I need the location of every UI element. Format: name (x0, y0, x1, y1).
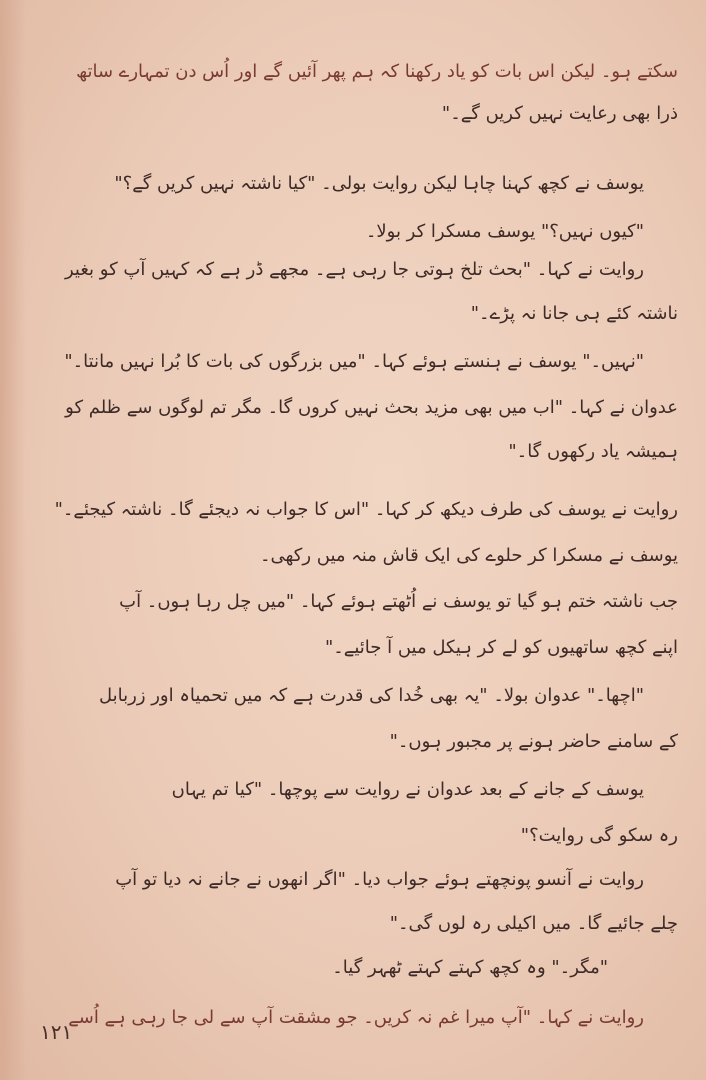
text-line: رہ سکو گی روایت؟" (520, 825, 678, 846)
text-line: "اچھا۔" عدوان بولا۔ "یہ بھی خُدا کی قدرت ہے کہ میں تحمیاہ اور زربابل (99, 685, 644, 706)
text-line: "کیوں نہیں؟" یوسف مسکرا کر بولا۔ (365, 221, 644, 242)
page-text (26, 52, 678, 1042)
page-edge-shadow (0, 0, 26, 1080)
text-line: یوسف نے مسکرا کر حلوے کی ایک قاش منہ میں رکھی۔ (259, 545, 678, 566)
text-line: یوسف کے جانے کے بعد عدوان نے روایت سے پوچھا۔ "کیا تم یہاں (171, 779, 644, 800)
text-line: جب ناشتہ ختم ہو گیا تو یوسف نے اُٹھتے ہوئے کہا۔ "میں چل رہا ہوں۔ آپ (119, 591, 678, 612)
text-line: ذرا بھی رعایت نہیں کریں گے۔" (441, 103, 678, 124)
text-line: ناشتہ کئے ہی جانا نہ پڑے۔" (470, 303, 678, 324)
text-line: کے سامنے حاضر ہونے پر مجبور ہوں۔" (389, 731, 678, 752)
text-line: روایت نے آنسو پونچھتے ہوئے جواب دیا۔ "اگر انھوں نے جانے نہ دیا تو آپ (115, 869, 644, 890)
text-line: چلے جائیے گا۔ میں اکیلی رہ لوں گی۔" (389, 913, 678, 934)
text-line: "نہیں۔" یوسف نے ہنستے ہوئے کہا۔ "میں بزرگوں کی بات کا بُرا نہیں مانتا۔" (64, 351, 644, 372)
text-line: روایت نے کہا۔ "آپ میرا غم نہ کریں۔ جو مشقت آپ سے لی جا رہی ہے اُسے (68, 1007, 644, 1028)
text-line: سکتے ہو۔ لیکن اس بات کو یاد رکھنا کہ ہم پھر آئیں گے اور اُس دن تمہارے ساتھ (76, 61, 678, 82)
text-line: عدوان نے کہا۔ "اب میں بھی مزید بحث نہیں کروں گا۔ مگر تم لوگوں سے ظلم کو (65, 397, 678, 418)
page-number: ۱۲۱ (40, 1020, 73, 1044)
text-line: روایت نے یوسف کی طرف دیکھ کر کہا۔ "اس کا جواب نہ دیجئے گا۔ ناشتہ کیجئے۔" (54, 499, 678, 520)
text-line: "مگر۔" وہ کچھ کہتے کہتے ٹھہر گیا۔ (332, 957, 608, 978)
text-line: یوسف نے کچھ کہنا چاہا لیکن روایت بولی۔ "کیا ناشتہ نہیں کریں گے؟" (114, 173, 644, 194)
text-line: ہمیشہ یاد رکھوں گا۔" (508, 441, 678, 462)
text-line: اپنے کچھ ساتھیوں کو لے کر ہیکل میں آ جائیے۔" (324, 637, 678, 658)
text-line: روایت نے کہا۔ "بحث تلخ ہوتی جا رہی ہے۔ مجھے ڈر ہے کہ کہیں آپ کو بغیر (65, 259, 644, 280)
